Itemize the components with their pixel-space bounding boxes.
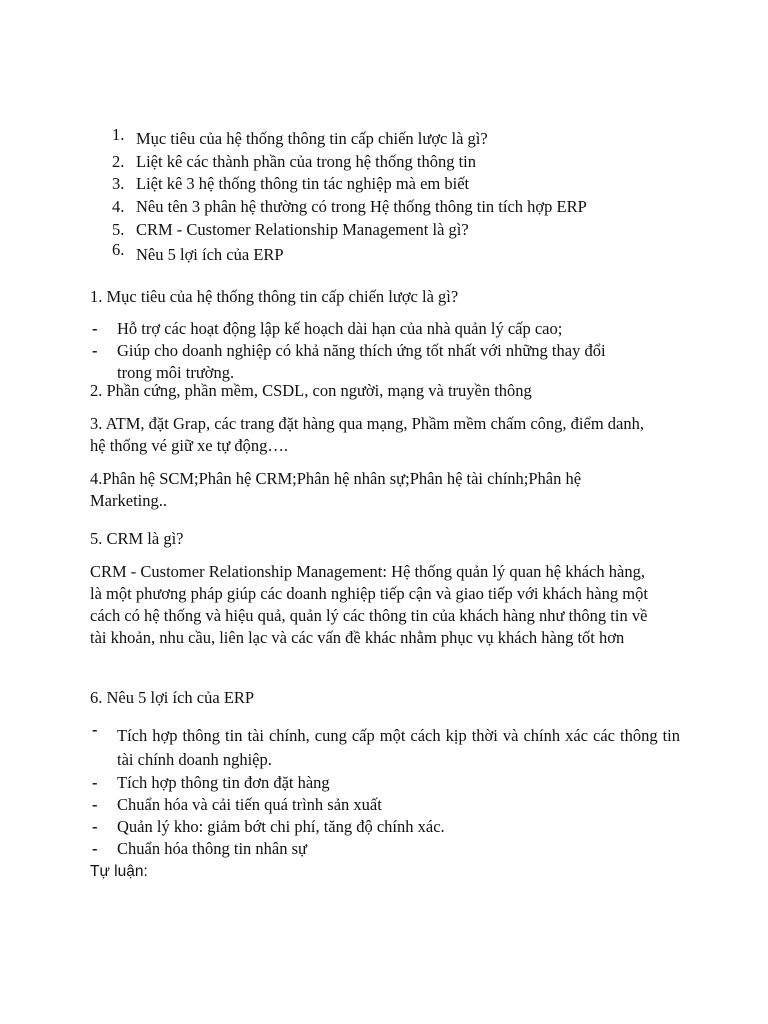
dash-item-text: Chuẩn hóa thông tin nhân sự	[117, 839, 307, 858]
question-text: Liệt kê các thành phần của trong hệ thống thông tin	[136, 151, 476, 171]
answer-2	[90, 380, 680, 402]
dash-item-text: Giúp cho doanh nghiệp có khả năng thích ứng tốt nhất với những thay đổi trong môi trường.	[117, 341, 606, 382]
dash-item	[90, 340, 680, 384]
question-item	[112, 151, 732, 174]
question-text: Mục tiêu của hệ thống thông tin cấp chiến lược là gì?	[136, 129, 488, 148]
question-list	[112, 125, 732, 267]
answer-4	[90, 468, 630, 512]
question-number: 5.	[112, 219, 125, 239]
dash-item	[90, 794, 680, 816]
dash-item	[90, 720, 680, 772]
question-number: 2.	[112, 151, 125, 171]
answer-heading: 5. CRM là gì?	[90, 529, 184, 548]
question-text: Liệt kê 3 hệ thống thông tin tác nghiệp mà em biết	[136, 174, 470, 194]
dash-bullet: -	[92, 795, 98, 814]
answer-1-heading	[90, 286, 680, 308]
dash-item-text: Tích hợp thông tin tài chính, cung cấp một cách kịp thời và chính xác các thông tin tài chính doanh nghiệp.	[117, 726, 680, 769]
question-item	[112, 241, 732, 267]
answer-3	[90, 413, 650, 457]
question-number: 1.	[112, 125, 125, 144]
dash-item	[90, 772, 680, 794]
question-text: Nêu tên 3 phân hệ thường có trong Hệ thống thông tin tích hợp ERP	[136, 197, 587, 217]
question-item	[112, 219, 732, 242]
question-number: 4.	[112, 197, 125, 217]
answer-text: CRM - Customer Relationship Management: Hệ thống quản lý quan hệ khách hàng, là một phương pháp giúp các doanh nghiệp tiếp cận và giao tiếp với khách hàng một cách có hệ thống và hiệu quả, quản lý các thông tin của khách hàng như thông tin về tài khoản, nhu cầu, liên lạc và các vấn đề khác nhằm phục vụ khách hàng tốt hơn	[90, 562, 648, 647]
question-text: CRM - Customer Relationship Management là gì?	[136, 219, 469, 239]
answer-text: 4.Phân hệ SCM;Phân hệ CRM;Phân hệ nhân sự;Phân hệ tài chính;Phân hệ Marketing..	[90, 469, 582, 510]
dash-item-text: Hỗ trợ các hoạt động lập kế hoạch dài hạn của nhà quản lý cấp cao;	[117, 319, 563, 338]
dash-bullet: -	[92, 817, 98, 836]
dash-bullet: -	[92, 839, 98, 858]
dash-item	[90, 816, 680, 838]
question-item	[112, 196, 732, 219]
answer-1-list	[90, 318, 680, 384]
answer-5-heading	[90, 528, 680, 550]
answer-text: 3. ATM, đặt Grap, các trang đặt hàng qua mạng, Phầm mềm chấm công, điểm danh, hệ thống vé giữ xe tự động….	[90, 414, 644, 455]
question-number: 3.	[112, 174, 125, 194]
question-item	[112, 125, 732, 151]
essay-label: Tự luận:	[90, 863, 148, 880]
dash-item	[90, 838, 680, 860]
essay-heading	[90, 861, 680, 883]
dash-bullet: -	[92, 341, 98, 360]
dash-bullet: -	[92, 319, 98, 338]
dash-item-text: Chuẩn hóa và cải tiến quá trình sản xuất	[117, 795, 382, 814]
answer-6-heading	[90, 687, 680, 709]
question-item	[112, 173, 732, 196]
answer-5-body	[90, 561, 652, 649]
question-text: Nêu 5 lợi ích của ERP	[136, 245, 284, 265]
question-number: 6.	[112, 240, 125, 260]
dash-item-text: Quản lý kho: giảm bớt chi phí, tăng độ chính xác.	[117, 817, 445, 836]
answer-heading: 1. Mục tiêu của hệ thống thông tin cấp chiến lược là gì?	[90, 287, 459, 306]
answer-text: 2. Phần cứng, phần mềm, CSDL, con người, mạng và truyền thông	[90, 381, 532, 400]
dash-item-text: Tích hợp thông tin đơn đặt hàng	[117, 773, 330, 792]
dash-bullet: -	[92, 720, 98, 739]
dash-bullet: -	[92, 773, 98, 792]
dash-item	[90, 318, 680, 340]
answer-heading: 6. Nêu 5 lợi ích của ERP	[90, 688, 255, 707]
answer-6-list	[90, 720, 680, 860]
